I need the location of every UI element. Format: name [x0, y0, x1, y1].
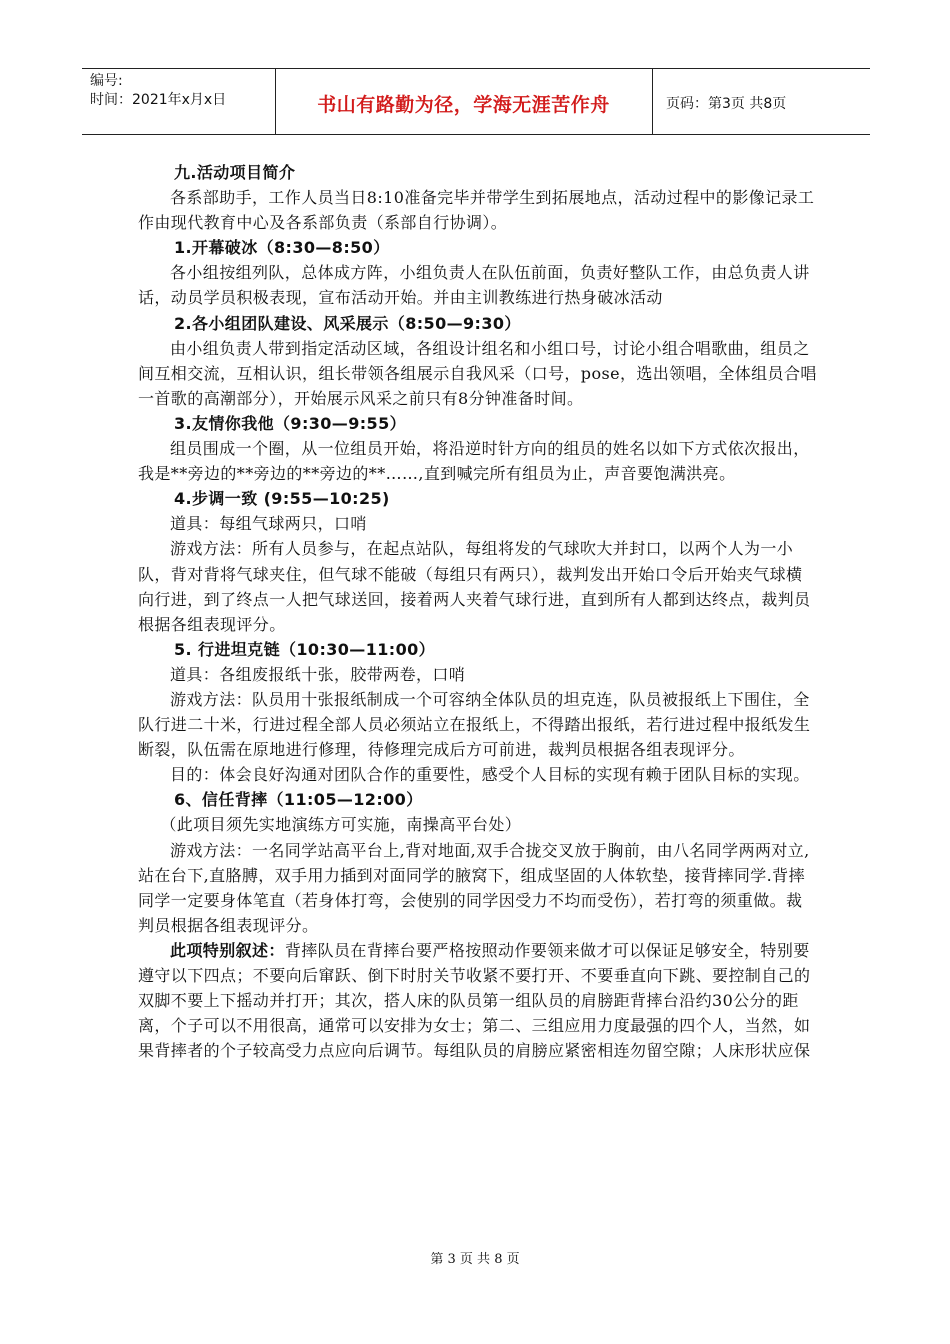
item-2-title: 2.各小组团队建设、风采展示（8:50—9:30）	[174, 313, 521, 333]
item-1-title: 1.开幕破冰（8:30—8:50）	[174, 238, 390, 258]
item-6-note: （此项目须先实地演练方可实施，南操高平台处）	[160, 815, 522, 835]
header-page-label: 页码：第3页 共8页	[666, 96, 787, 112]
header-number-label: 编号:	[90, 73, 123, 89]
header-bottom-rule	[82, 134, 870, 135]
page-header	[82, 68, 870, 136]
header-meta	[90, 72, 226, 110]
document-body	[138, 160, 818, 1063]
item-5-purpose: 目的：体会良好沟通对团队合作的重要性，感受个人目标的实现有赖于团队目标的实现。	[170, 765, 810, 785]
special-note-label: 此项特别叙述：	[170, 940, 285, 960]
item-3-title: 3.友情你我他（9:30—9:55）	[174, 413, 407, 433]
header-date-label: 时间：2021年x月x日	[90, 92, 227, 108]
special-note-text: 背摔队员在背摔台要严格按照动作要领来做才可以保证足够安全，特别要遵守以下四点；不要向后窜跃、倒下时肘关节收紧不要打开、不要垂直向下跳、要控制自己的双脚不要上下摇动并打开；其次，搭人床的队员第一组队员的肩膀距背摔台沿约30公分的距离，个子可以不用很高，通常可以安排为女士；第二、三组应用力度最强的四个人，当然，如果背摔者的个子较高受力点应向后调节。每组队员的肩膀应紧密相连勿留空隙；人床形状应保	[138, 940, 811, 1061]
special-note	[138, 938, 818, 1063]
intro-paragraph: 各系部助手，工作人员当日8:10准备完毕并带学生到拓展地点，活动过程中的影像记录工作由现代教育中心及各系部负责（系部自行协调）。	[138, 188, 815, 233]
header-top-rule	[82, 68, 870, 69]
item-6-title: 6、信任背摔（11:05—12:00）	[174, 790, 423, 810]
header-motto: 书山有路勤为径，学海无涯苦作舟	[317, 94, 610, 116]
section-title: 九.活动项目简介	[174, 163, 296, 182]
item-5-props: 道具：各组废报纸十张，胶带两卷，口哨	[170, 664, 466, 684]
header-divider-right	[652, 68, 653, 135]
item-5-title: 5. 行进坦克链（10:30—11:00）	[174, 639, 436, 659]
item-4-props: 道具：每组气球两只，口哨	[170, 514, 367, 534]
item-2-paragraph: 由小组负责人带到指定活动区域，各组设计组名和小组口号，讨论小组合唱歌曲，组员之间互相交流，互相认识，组长带领各组展示自我风采（口号，pose，选出领唱，全体组员合唱一首歌的高潮部分），开始展示风采之前只有8分钟准备时间。	[138, 338, 817, 408]
item-4-method: 游戏方法：所有人员参与，在起点站队，每组将发的气球吹大并封口，以两个人为一小队，背对背将气球夹住，但气球不能破（每组只有两只），裁判发出开始口令后开始夹气球横向行进，到了终点一人把气球送回，接着两人夹着气球行进，直到所有人都到达终点，裁判员根据各组表现评分。	[138, 539, 811, 634]
item-3-paragraph: 组员围成一个圈，从一位组员开始，将沿逆时针方向的组员的姓名以如下方式依次报出，我是**旁边的**旁边的**旁边的**……,直到喊完所有组员为止，声音要饱满洪亮。	[138, 439, 810, 484]
item-4-title: 4.步调一致 (9:55—10:25)	[174, 489, 390, 509]
item-1-paragraph: 各小组按组列队，总体成方阵，小组负责人在队伍前面，负责好整队工作，由总负责人讲话，动员学员积极表现，宣布活动开始。并由主训教练进行热身破冰活动	[138, 263, 810, 308]
item-6-method: 游戏方法：一名同学站高平台上,背对地面,双手合拢交叉放于胸前，由八名同学两两对立,站在台下,直胳膊，双手用力插到对面同学的腋窝下，组成坚固的人体软垫，接背摔同学.背摔同学一定要身体笔直（若身体打弯，会使别的同学因受力不均而受伤），若打弯的须重做。裁判员根据各组表现评分。	[138, 840, 810, 935]
page-footer: 第 3 页 共 8 页	[430, 1252, 520, 1267]
item-5-method: 游戏方法：队员用十张报纸制成一个可容纳全体队员的坦克连，队员被报纸上下围住，全队行进二十米，行进过程全部人员必须站立在报纸上，不得踏出报纸，若行进过程中报纸发生断裂，队伍需在原地进行修理，待修理完成后方可前进，裁判员根据各组表现评分。	[138, 689, 811, 760]
